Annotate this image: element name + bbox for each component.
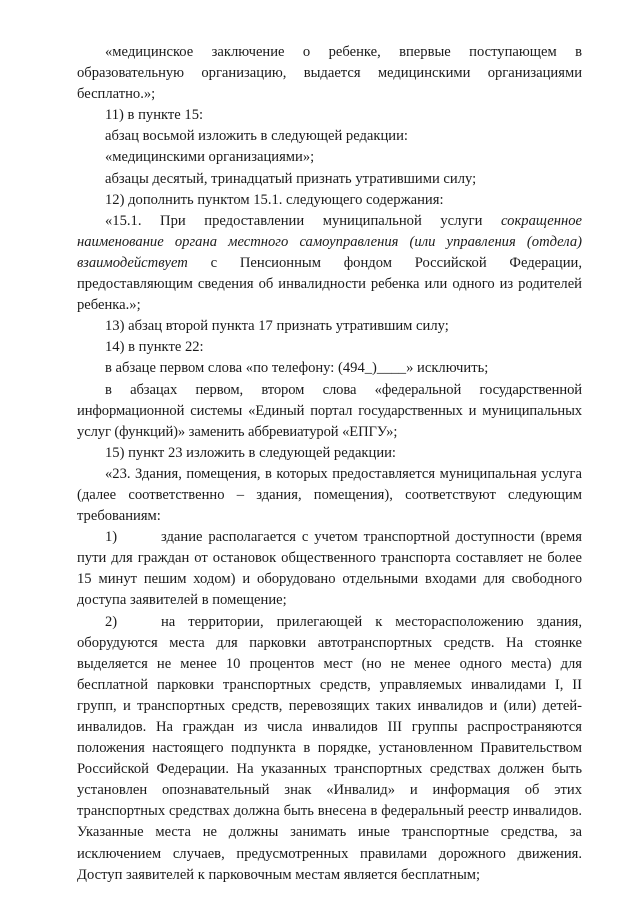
paragraph-15-1-italic: сокращенное наименование органа местного самоуправления (или управления (отдела) взаимодействует — [77, 212, 582, 271]
subitem-2-number: 2) — [105, 613, 118, 630]
document-page — [77, 42, 582, 886]
paragraph-abzac-8: абзац восьмой изложить в следующей редакции: — [105, 128, 408, 145]
paragraph-med-orgs: «медицинскими организациями»; — [105, 149, 315, 166]
paragraph-item-13: 13) абзац второй пункта 17 признать утратившим силу; — [105, 318, 449, 335]
subitem-1-number: 1) — [105, 529, 118, 546]
paragraph-15-1-start: «15.1. При предоставлении муниципальной услуги — [105, 212, 502, 229]
subitem-2-text: на территории, прилегающей к месторасположению здания, оборудуются места для парковки автотранспортных средств. На стоянке выделяется не менее 10 процентов мест (но не менее одного места) для бесплатной парковки транспортных средств, управляемых инвалидами I, II групп, и транспортных средств, перевозящих таких инвалидов и (или) детей-инвалидов. На граждан из числа инвалидов III группы распространяются положения настоящего подпункта в порядке, установленном Правительством Российской Федерации. На указанных транспортных средствах должен быть установлен опознавательный знак «Инвалид» и информация об этих транспортных средствах должна быть внесена в федеральный реестр инвалидов. Указанные места не должны занимать иные транспортные средства, за исключением случаев, предусмотренных правилами дорожного движения. Доступ заявителей к парковочным местам является бесплатным; — [77, 613, 582, 883]
paragraph-medical-conclusion: «медицинское заключение о ребенке, впервые поступающем в образовательную организацию, выдается медицинскими организациями бесплатно.»; — [77, 44, 582, 103]
paragraph-abzacy-10-13: абзацы десятый, тринадцатый признать утратившими силу; — [105, 170, 477, 187]
paragraph-item-15: 15) пункт 23 изложить в следующей редакции: — [105, 444, 396, 461]
paragraph-epgu: в абзацах первом, втором слова «федеральной государственной информационной системы «Единый портал государственных и муниципальных услуг (функций)» заменить аббревиатурой «ЕПГУ»; — [77, 381, 582, 440]
paragraph-15-1-end: с Пенсионным фондом Российской Федерации, предоставляющим сведения об инвалидности ребенка или одного из родителей ребенка.»; — [77, 254, 582, 314]
subitem-1-text: здание располагается с учетом транспортной доступности (время пути для граждан от остановок общественного транспорта составляет не более 15 минут пешим ходом) и оборудовано отдельными входами для свободного доступа заявителей в помещение; — [77, 529, 582, 609]
paragraph-15-1 — [77, 211, 582, 316]
paragraph-item-11: 11) в пункте 15: — [105, 107, 204, 124]
paragraph-phone-remove: в абзаце первом слова «по телефону: (494_)____» исключить; — [105, 360, 489, 377]
paragraph-subitem-1 — [77, 527, 582, 611]
paragraph-23: «23. Здания, помещения, в которых предоставляется муниципальная услуга (далее соответственно – здания, помещения), соответствуют следующим требованиям: — [77, 465, 582, 525]
paragraph-subitem-2 — [77, 612, 582, 886]
paragraph-item-14: 14) в пункте 22: — [105, 339, 204, 356]
paragraph-item-12: 12) дополнить пунктом 15.1. следующего содержания: — [105, 191, 444, 208]
